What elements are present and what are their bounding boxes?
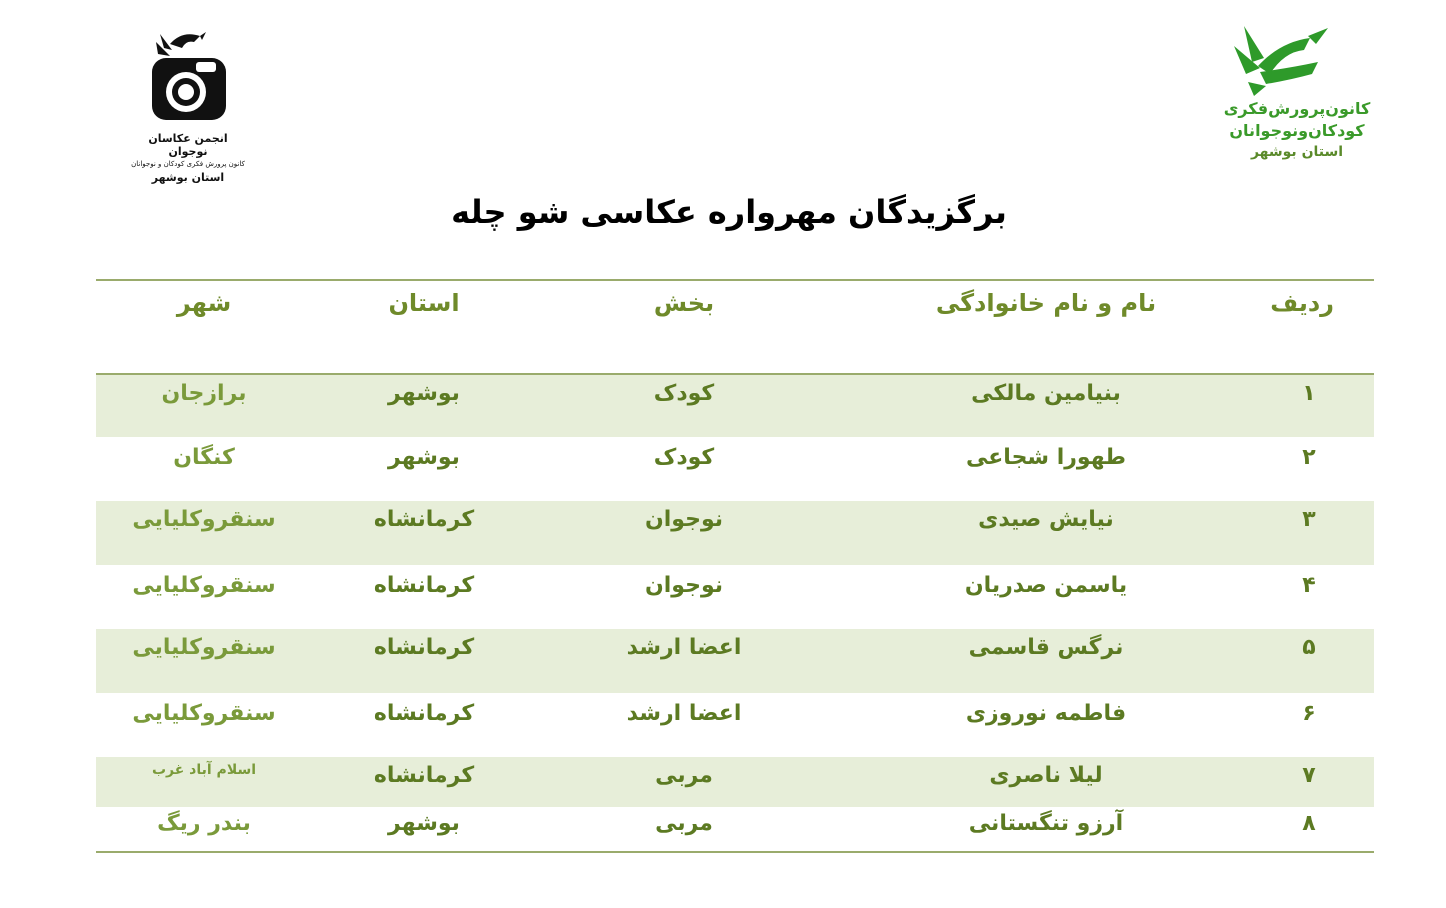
cell-city: سنقروکلیایی [132, 701, 276, 726]
left-logo-line3: استان بوشهر [151, 171, 225, 184]
header-province: استان [388, 289, 460, 317]
table-row [96, 807, 1374, 851]
cell-province: بوشهر [388, 811, 460, 836]
right-logo-line1: کانون‌پرورش‌فکری [1223, 99, 1371, 118]
header-section: بخش [653, 289, 715, 317]
table-row [96, 693, 1374, 757]
header-idx: ردیف [1270, 289, 1334, 317]
cell-idx: ۳ [1302, 507, 1316, 532]
cell-idx: ۸ [1302, 811, 1316, 836]
right-logo-line3: استان بوشهر [1250, 144, 1344, 160]
table-row [96, 375, 1374, 437]
cell-idx: ۴ [1302, 573, 1316, 598]
cell-idx: ۶ [1302, 701, 1316, 726]
cell-section: اعضا ارشد [626, 635, 742, 660]
left-logo-line1: انجمن عکاسان نوجوان [148, 132, 228, 158]
cell-province: کرمانشاه [373, 763, 475, 788]
cell-province: کرمانشاه [373, 635, 475, 660]
kanoon-bird-icon [1230, 22, 1340, 98]
cell-name: یاسمن صدریان [964, 573, 1128, 598]
table-header [96, 281, 1374, 373]
cell-idx: ۵ [1302, 635, 1316, 660]
table-row [96, 437, 1374, 501]
header-city: شهر [176, 289, 232, 317]
left-logo-line2: کانون پرورش فکری کودکان و نوجوانان [131, 160, 245, 168]
cell-name: فاطمه نوروزی [965, 701, 1127, 726]
right-logo-line2: کودکان‌ونوجوانان [1229, 121, 1365, 140]
page-title [0, 193, 1446, 231]
cell-name: لیلا ناصری [989, 763, 1103, 788]
header-name: نام و نام خانوادگی [935, 289, 1157, 317]
cell-province: کرمانشاه [373, 507, 475, 532]
cell-city: سنقروکلیایی [132, 573, 276, 598]
cell-province: بوشهر [388, 445, 460, 470]
cell-province: بوشهر [388, 381, 460, 406]
cell-section: مربی [655, 811, 713, 836]
cell-name: نیایش صیدی [978, 507, 1114, 532]
camera-bird-icon [142, 28, 234, 128]
winners-table [96, 279, 1374, 853]
cell-province: کرمانشاه [373, 573, 475, 598]
table-row [96, 501, 1374, 565]
cell-city: برازجان [161, 381, 247, 406]
cell-idx: ۲ [1302, 445, 1316, 470]
cell-section: کودک [653, 381, 715, 406]
cell-city: کنگان [173, 445, 235, 470]
cell-name: بنیامین مالکی [971, 381, 1121, 406]
table-row [96, 629, 1374, 693]
table-bottom-rule [96, 851, 1374, 853]
cell-province: کرمانشاه [373, 701, 475, 726]
cell-section: نوجوان [644, 573, 724, 598]
cell-section: اعضا ارشد [626, 701, 742, 726]
cell-name: طهورا شجاعی [966, 445, 1126, 470]
cell-idx: ۷ [1302, 763, 1316, 788]
photographers-association-logo [128, 28, 248, 184]
cell-city: اسلام آباد غرب [151, 762, 257, 778]
cell-section: کودک [653, 445, 715, 470]
table-body [96, 375, 1374, 851]
cell-section: نوجوان [644, 507, 724, 532]
cell-city: بندر ریگ [157, 811, 251, 836]
cell-section: مربی [655, 763, 713, 788]
cell-idx: ۱ [1302, 381, 1316, 406]
page-title-text: برگزیدگان مهرواره عکاسی شو چله [451, 193, 1007, 231]
kanoon-logo [1222, 22, 1372, 162]
table-row [96, 565, 1374, 629]
cell-city: سنقروکلیایی [132, 507, 276, 532]
cell-name: نرگس قاسمی [968, 635, 1124, 660]
cell-city: سنقروکلیایی [132, 635, 276, 660]
table-row [96, 757, 1374, 807]
cell-name: آرزو تنگستانی [968, 811, 1124, 836]
